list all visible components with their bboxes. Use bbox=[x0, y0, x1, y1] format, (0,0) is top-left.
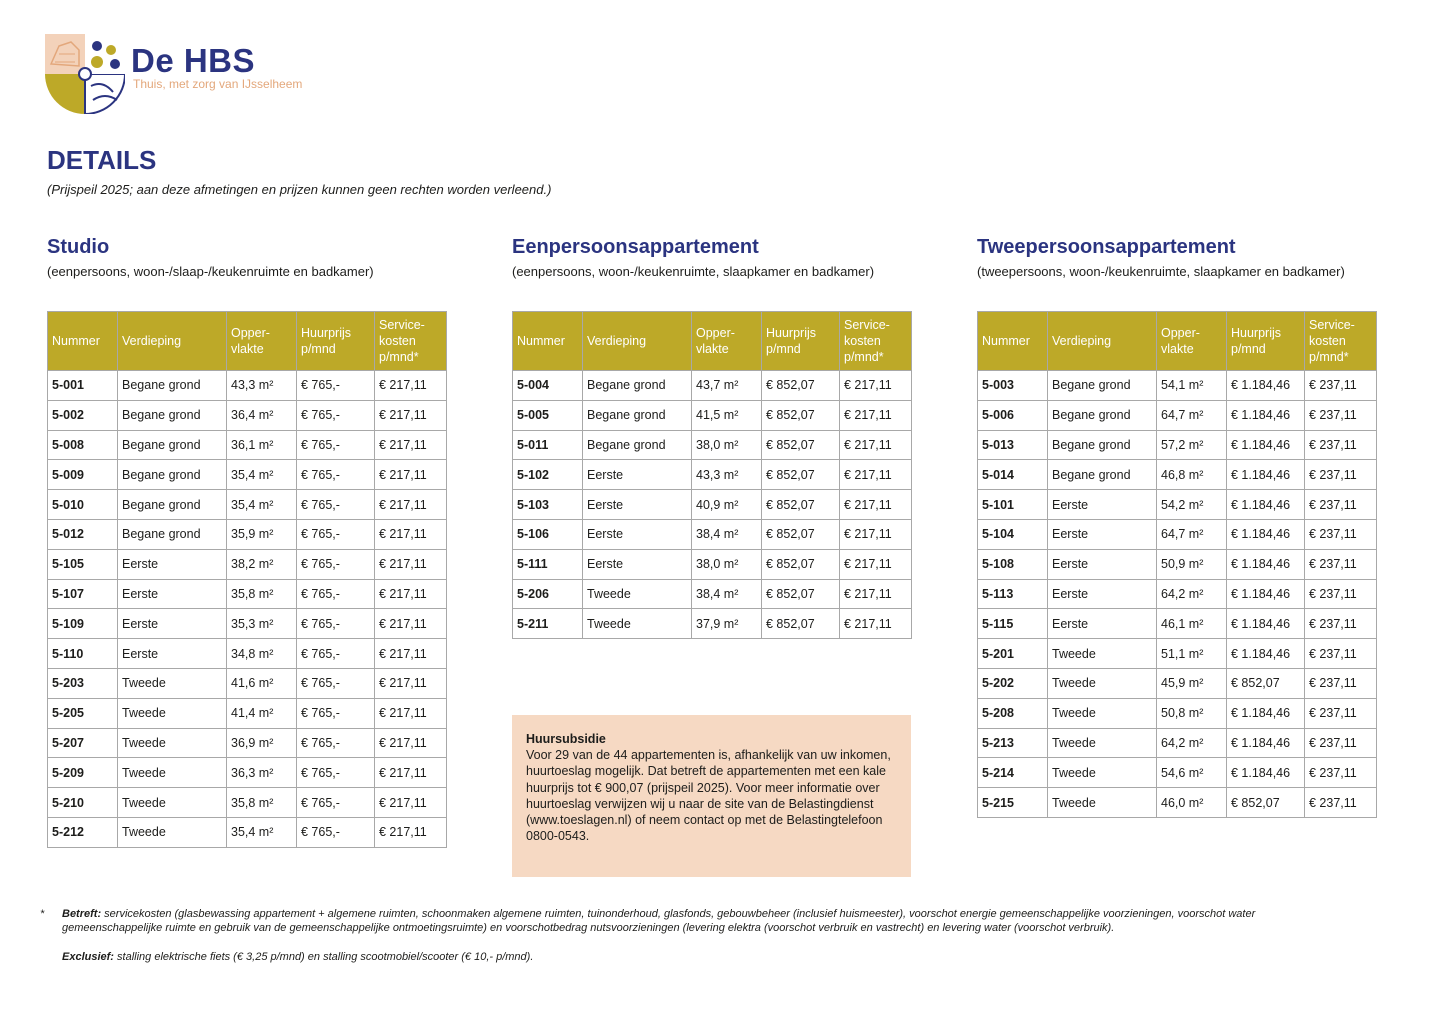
section-title: Eenpersoonsappartement bbox=[512, 236, 759, 258]
cell-rent: € 852,07 bbox=[762, 430, 840, 460]
cell-unit-number: 5-111 bbox=[513, 549, 583, 579]
cell-area: 64,2 m² bbox=[1157, 579, 1227, 609]
table-row bbox=[978, 668, 1377, 698]
header-verdieping: Verdieping bbox=[1048, 312, 1157, 371]
cell-floor: Begane grond bbox=[1048, 371, 1157, 401]
cell-area: 46,1 m² bbox=[1157, 609, 1227, 639]
cell-rent: € 765,- bbox=[297, 490, 375, 520]
table-row bbox=[978, 639, 1377, 669]
cell-floor: Begane grond bbox=[583, 371, 692, 401]
table-row bbox=[48, 817, 447, 847]
logo-mark-icon bbox=[45, 34, 125, 114]
cell-floor: Tweede bbox=[1048, 668, 1157, 698]
table-row bbox=[48, 668, 447, 698]
table-row bbox=[48, 430, 447, 460]
table-row bbox=[513, 460, 912, 490]
cell-unit-number: 5-211 bbox=[513, 609, 583, 639]
cell-floor: Eerste bbox=[583, 460, 692, 490]
cell-service-costs: € 217,11 bbox=[840, 430, 912, 460]
cell-unit-number: 5-012 bbox=[48, 519, 118, 549]
cell-area: 41,5 m² bbox=[692, 400, 762, 430]
cell-area: 46,0 m² bbox=[1157, 788, 1227, 818]
cell-floor: Eerste bbox=[1048, 490, 1157, 520]
cell-area: 54,1 m² bbox=[1157, 371, 1227, 401]
cell-area: 35,8 m² bbox=[227, 788, 297, 818]
table-row bbox=[978, 490, 1377, 520]
cell-floor: Begane grond bbox=[583, 400, 692, 430]
cell-service-costs: € 217,11 bbox=[840, 519, 912, 549]
cell-unit-number: 5-207 bbox=[48, 728, 118, 758]
section-description: (eenpersoons, woon-/keukenruimte, slaapkamer en badkamer) bbox=[512, 264, 875, 279]
cell-rent: € 765,- bbox=[297, 817, 375, 847]
cell-area: 46,8 m² bbox=[1157, 460, 1227, 490]
cell-floor: Tweede bbox=[118, 668, 227, 698]
cell-floor: Tweede bbox=[1048, 639, 1157, 669]
cell-unit-number: 5-011 bbox=[513, 430, 583, 460]
cell-unit-number: 5-213 bbox=[978, 728, 1048, 758]
cell-area: 50,9 m² bbox=[1157, 549, 1227, 579]
cell-unit-number: 5-105 bbox=[48, 549, 118, 579]
cell-floor: Tweede bbox=[1048, 788, 1157, 818]
cell-service-costs: € 237,11 bbox=[1305, 788, 1377, 818]
logo-tagline: Thuis, met zorg van IJsselheem bbox=[133, 77, 303, 91]
cell-unit-number: 5-003 bbox=[978, 371, 1048, 401]
cell-area: 36,3 m² bbox=[227, 758, 297, 788]
studio-table bbox=[47, 311, 447, 848]
cell-unit-number: 5-212 bbox=[48, 817, 118, 847]
header-nummer: Nummer bbox=[978, 312, 1048, 371]
cell-service-costs: € 237,11 bbox=[1305, 668, 1377, 698]
cell-unit-number: 5-107 bbox=[48, 579, 118, 609]
cell-unit-number: 5-103 bbox=[513, 490, 583, 520]
cell-area: 35,4 m² bbox=[227, 490, 297, 520]
cell-area: 36,4 m² bbox=[227, 400, 297, 430]
cell-service-costs: € 217,11 bbox=[375, 371, 447, 401]
table-row bbox=[48, 490, 447, 520]
cell-unit-number: 5-006 bbox=[978, 400, 1048, 430]
cell-floor: Begane grond bbox=[1048, 460, 1157, 490]
cell-rent: € 1.184,46 bbox=[1227, 698, 1305, 728]
cell-area: 64,7 m² bbox=[1157, 519, 1227, 549]
table-row bbox=[48, 400, 447, 430]
cell-service-costs: € 237,11 bbox=[1305, 460, 1377, 490]
cell-rent: € 852,07 bbox=[762, 490, 840, 520]
cell-area: 64,7 m² bbox=[1157, 400, 1227, 430]
cell-service-costs: € 217,11 bbox=[375, 788, 447, 818]
table-row bbox=[48, 579, 447, 609]
cell-floor: Tweede bbox=[583, 609, 692, 639]
table-header-row bbox=[513, 312, 912, 371]
cell-floor: Eerste bbox=[1048, 549, 1157, 579]
header-huurprijs: Huurprijs p/mnd bbox=[1227, 312, 1305, 371]
cell-floor: Eerste bbox=[583, 549, 692, 579]
cell-area: 37,9 m² bbox=[692, 609, 762, 639]
cell-floor: Begane grond bbox=[118, 371, 227, 401]
cell-area: 51,1 m² bbox=[1157, 639, 1227, 669]
cell-unit-number: 5-108 bbox=[978, 549, 1048, 579]
page-subtitle: (Prijspeil 2025; aan deze afmetingen en prijzen kunnen geen rechten worden verleend.) bbox=[47, 182, 552, 197]
table-row bbox=[978, 460, 1377, 490]
cell-floor: Eerste bbox=[118, 639, 227, 669]
cell-floor: Tweede bbox=[118, 728, 227, 758]
table-row bbox=[978, 609, 1377, 639]
cell-rent: € 1.184,46 bbox=[1227, 490, 1305, 520]
cell-rent: € 1.184,46 bbox=[1227, 579, 1305, 609]
cell-floor: Begane grond bbox=[583, 430, 692, 460]
cell-floor: Begane grond bbox=[118, 430, 227, 460]
cell-unit-number: 5-203 bbox=[48, 668, 118, 698]
table-row bbox=[978, 430, 1377, 460]
table-row bbox=[48, 460, 447, 490]
cell-area: 35,9 m² bbox=[227, 519, 297, 549]
cell-rent: € 1.184,46 bbox=[1227, 519, 1305, 549]
cell-unit-number: 5-008 bbox=[48, 430, 118, 460]
cell-service-costs: € 217,11 bbox=[375, 668, 447, 698]
cell-floor: Eerste bbox=[1048, 519, 1157, 549]
table-row bbox=[978, 728, 1377, 758]
cell-floor: Tweede bbox=[1048, 758, 1157, 788]
cell-unit-number: 5-106 bbox=[513, 519, 583, 549]
cell-service-costs: € 237,11 bbox=[1305, 609, 1377, 639]
cell-unit-number: 5-214 bbox=[978, 758, 1048, 788]
cell-service-costs: € 237,11 bbox=[1305, 549, 1377, 579]
cell-area: 54,2 m² bbox=[1157, 490, 1227, 520]
cell-rent: € 765,- bbox=[297, 549, 375, 579]
cell-unit-number: 5-005 bbox=[513, 400, 583, 430]
logo bbox=[45, 34, 345, 116]
cell-unit-number: 5-110 bbox=[48, 639, 118, 669]
footnote-included bbox=[62, 907, 1340, 936]
header-servicekosten: Service- kosten p/mnd* bbox=[375, 312, 447, 371]
footnote bbox=[40, 907, 1340, 964]
footnote-marker: * bbox=[40, 908, 45, 920]
cell-service-costs: € 217,11 bbox=[375, 400, 447, 430]
cell-rent: € 765,- bbox=[297, 728, 375, 758]
header-oppervlakte: Opper- vlakte bbox=[692, 312, 762, 371]
cell-floor: Begane grond bbox=[118, 400, 227, 430]
cell-rent: € 765,- bbox=[297, 519, 375, 549]
table-row bbox=[48, 519, 447, 549]
cell-rent: € 765,- bbox=[297, 758, 375, 788]
table-row bbox=[978, 400, 1377, 430]
cell-floor: Begane grond bbox=[118, 490, 227, 520]
cell-service-costs: € 237,11 bbox=[1305, 698, 1377, 728]
cell-unit-number: 5-206 bbox=[513, 579, 583, 609]
table-row bbox=[513, 400, 912, 430]
table-row bbox=[48, 639, 447, 669]
cell-area: 35,4 m² bbox=[227, 460, 297, 490]
header-oppervlakte: Opper- vlakte bbox=[1157, 312, 1227, 371]
cell-rent: € 1.184,46 bbox=[1227, 430, 1305, 460]
table-row bbox=[513, 371, 912, 401]
cell-rent: € 852,07 bbox=[762, 549, 840, 579]
cell-service-costs: € 237,11 bbox=[1305, 519, 1377, 549]
table-row bbox=[48, 549, 447, 579]
header-nummer: Nummer bbox=[513, 312, 583, 371]
cell-rent: € 1.184,46 bbox=[1227, 609, 1305, 639]
cell-service-costs: € 217,11 bbox=[375, 728, 447, 758]
cell-service-costs: € 217,11 bbox=[840, 549, 912, 579]
cell-floor: Tweede bbox=[1048, 698, 1157, 728]
cell-unit-number: 5-115 bbox=[978, 609, 1048, 639]
cell-service-costs: € 217,11 bbox=[375, 519, 447, 549]
cell-unit-number: 5-104 bbox=[978, 519, 1048, 549]
table-row bbox=[978, 519, 1377, 549]
cell-rent: € 852,07 bbox=[762, 609, 840, 639]
footnote-included-text: servicekosten (glasbewassing appartement + algemene ruimten, schoonmaken algemene ruimten, tuinonderhoud, glasfonds, gebouwbeheer (inclusief huismeester), voorschot energie gemeenschappelijke voorzieningen, voorschot water gemeenschappelijke ruimte en gebruik van de gemeenschappelijke ontmoetingsruimte) en voorschotbedrag nutsvoorzieningen (levering elektra (voorschot verbruik en vastrecht) en levering water (voorschot verbruik). bbox=[62, 908, 1256, 935]
cell-service-costs: € 217,11 bbox=[375, 698, 447, 728]
cell-area: 64,2 m² bbox=[1157, 728, 1227, 758]
cell-unit-number: 5-014 bbox=[978, 460, 1048, 490]
cell-unit-number: 5-010 bbox=[48, 490, 118, 520]
cell-unit-number: 5-013 bbox=[978, 430, 1048, 460]
table-row bbox=[48, 728, 447, 758]
cell-floor: Tweede bbox=[118, 817, 227, 847]
cell-rent: € 852,07 bbox=[762, 579, 840, 609]
cell-unit-number: 5-202 bbox=[978, 668, 1048, 698]
cell-area: 45,9 m² bbox=[1157, 668, 1227, 698]
cell-floor: Eerste bbox=[118, 549, 227, 579]
header-huurprijs: Huurprijs p/mnd bbox=[762, 312, 840, 371]
cell-area: 50,8 m² bbox=[1157, 698, 1227, 728]
cell-unit-number: 5-109 bbox=[48, 609, 118, 639]
section-tweepersoons bbox=[977, 236, 1345, 279]
table-row bbox=[978, 549, 1377, 579]
cell-floor: Begane grond bbox=[118, 460, 227, 490]
cell-service-costs: € 217,11 bbox=[840, 609, 912, 639]
table-row bbox=[978, 788, 1377, 818]
table-row bbox=[513, 430, 912, 460]
section-studio bbox=[47, 236, 374, 279]
cell-rent: € 852,07 bbox=[762, 519, 840, 549]
table-row bbox=[48, 609, 447, 639]
header-huurprijs: Huurprijs p/mnd bbox=[297, 312, 375, 371]
eenpersoons-table bbox=[512, 311, 912, 639]
cell-area: 34,8 m² bbox=[227, 639, 297, 669]
cell-area: 38,4 m² bbox=[692, 579, 762, 609]
cell-rent: € 852,07 bbox=[1227, 668, 1305, 698]
cell-rent: € 765,- bbox=[297, 698, 375, 728]
table-row bbox=[48, 371, 447, 401]
cell-area: 41,6 m² bbox=[227, 668, 297, 698]
cell-floor: Begane grond bbox=[118, 519, 227, 549]
cell-area: 43,3 m² bbox=[227, 371, 297, 401]
cell-service-costs: € 217,11 bbox=[375, 609, 447, 639]
header-verdieping: Verdieping bbox=[118, 312, 227, 371]
cell-rent: € 765,- bbox=[297, 668, 375, 698]
cell-floor: Begane grond bbox=[1048, 400, 1157, 430]
footnote-excluded-text: stalling elektrische fiets (€ 3,25 p/mnd) en stalling scootmobiel/scooter (€ 10,- p/mnd). bbox=[113, 950, 534, 963]
table-row bbox=[978, 698, 1377, 728]
table-row bbox=[513, 579, 912, 609]
cell-area: 38,0 m² bbox=[692, 549, 762, 579]
footnote-excluded-label: Exclusief: bbox=[62, 950, 114, 963]
cell-floor: Eerste bbox=[118, 609, 227, 639]
cell-area: 35,8 m² bbox=[227, 579, 297, 609]
cell-area: 41,4 m² bbox=[227, 698, 297, 728]
cell-rent: € 765,- bbox=[297, 400, 375, 430]
cell-unit-number: 5-201 bbox=[978, 639, 1048, 669]
cell-unit-number: 5-113 bbox=[978, 579, 1048, 609]
footnote-included-label: Betreft: bbox=[62, 908, 102, 920]
cell-area: 36,9 m² bbox=[227, 728, 297, 758]
cell-unit-number: 5-004 bbox=[513, 371, 583, 401]
cell-floor: Tweede bbox=[583, 579, 692, 609]
cell-rent: € 765,- bbox=[297, 460, 375, 490]
cell-area: 43,7 m² bbox=[692, 371, 762, 401]
cell-unit-number: 5-009 bbox=[48, 460, 118, 490]
cell-service-costs: € 237,11 bbox=[1305, 430, 1377, 460]
table-row bbox=[48, 788, 447, 818]
cell-service-costs: € 217,11 bbox=[375, 579, 447, 609]
cell-rent: € 1.184,46 bbox=[1227, 460, 1305, 490]
table-row bbox=[978, 371, 1377, 401]
cell-rent: € 852,07 bbox=[762, 460, 840, 490]
section-title: Studio bbox=[47, 236, 110, 258]
cell-service-costs: € 237,11 bbox=[1305, 371, 1377, 401]
cell-rent: € 765,- bbox=[297, 609, 375, 639]
cell-unit-number: 5-101 bbox=[978, 490, 1048, 520]
cell-service-costs: € 237,11 bbox=[1305, 758, 1377, 788]
cell-area: 38,4 m² bbox=[692, 519, 762, 549]
table-row bbox=[513, 519, 912, 549]
subsidy-body: Voor 29 van de 44 appartementen is, afhankelijk van uw inkomen, huurtoeslag mogelijk. Dat betreft de appartementen met een kale huurprijs tot € 900,07 (prijspeil 2025). Voor meer informatie over huurtoeslag verwijzen wij u naar de site van de Belastingdienst (www.toeslagen.nl) of neem contact op met de Belastingtelefoon 0800-0543. bbox=[526, 748, 891, 844]
cell-unit-number: 5-002 bbox=[48, 400, 118, 430]
section-eenpersoons bbox=[512, 236, 874, 279]
cell-service-costs: € 217,11 bbox=[840, 460, 912, 490]
cell-unit-number: 5-001 bbox=[48, 371, 118, 401]
cell-floor: Tweede bbox=[1048, 728, 1157, 758]
table-row bbox=[978, 579, 1377, 609]
cell-unit-number: 5-209 bbox=[48, 758, 118, 788]
cell-rent: € 1.184,46 bbox=[1227, 371, 1305, 401]
cell-service-costs: € 237,11 bbox=[1305, 400, 1377, 430]
cell-unit-number: 5-215 bbox=[978, 788, 1048, 818]
cell-unit-number: 5-102 bbox=[513, 460, 583, 490]
cell-floor: Eerste bbox=[118, 579, 227, 609]
cell-service-costs: € 217,11 bbox=[375, 758, 447, 788]
cell-service-costs: € 217,11 bbox=[840, 400, 912, 430]
cell-rent: € 765,- bbox=[297, 371, 375, 401]
cell-area: 40,9 m² bbox=[692, 490, 762, 520]
cell-area: 35,4 m² bbox=[227, 817, 297, 847]
cell-floor: Tweede bbox=[118, 698, 227, 728]
cell-service-costs: € 217,11 bbox=[375, 639, 447, 669]
cell-service-costs: € 217,11 bbox=[375, 490, 447, 520]
header-servicekosten: Service- kosten p/mnd* bbox=[840, 312, 912, 371]
page-title: DETAILS bbox=[47, 145, 157, 175]
table-header-row bbox=[978, 312, 1377, 371]
subsidy-title: Huursubsidie bbox=[526, 732, 606, 746]
table-row bbox=[48, 758, 447, 788]
cell-rent: € 1.184,46 bbox=[1227, 400, 1305, 430]
cell-floor: Begane grond bbox=[1048, 430, 1157, 460]
subsidy-box bbox=[512, 715, 911, 877]
cell-rent: € 1.184,46 bbox=[1227, 758, 1305, 788]
table-row bbox=[48, 698, 447, 728]
cell-service-costs: € 217,11 bbox=[840, 490, 912, 520]
section-description: (tweepersoons, woon-/keukenruimte, slaapkamer en badkamer) bbox=[977, 264, 1345, 279]
header-servicekosten: Service- kosten p/mnd* bbox=[1305, 312, 1377, 371]
cell-rent: € 852,07 bbox=[762, 371, 840, 401]
cell-area: 38,2 m² bbox=[227, 549, 297, 579]
cell-service-costs: € 217,11 bbox=[375, 430, 447, 460]
section-description: (eenpersoons, woon-/slaap-/keukenruimte en badkamer) bbox=[47, 264, 374, 279]
section-title: Tweepersoonsappartement bbox=[977, 236, 1236, 258]
header-nummer: Nummer bbox=[48, 312, 118, 371]
header-verdieping: Verdieping bbox=[583, 312, 692, 371]
table-row bbox=[513, 549, 912, 579]
cell-floor: Eerste bbox=[583, 519, 692, 549]
table-row bbox=[513, 609, 912, 639]
cell-service-costs: € 237,11 bbox=[1305, 728, 1377, 758]
cell-unit-number: 5-205 bbox=[48, 698, 118, 728]
cell-area: 43,3 m² bbox=[692, 460, 762, 490]
cell-floor: Tweede bbox=[118, 758, 227, 788]
cell-service-costs: € 237,11 bbox=[1305, 490, 1377, 520]
cell-floor: Eerste bbox=[583, 490, 692, 520]
cell-service-costs: € 237,11 bbox=[1305, 639, 1377, 669]
cell-area: 54,6 m² bbox=[1157, 758, 1227, 788]
cell-rent: € 1.184,46 bbox=[1227, 639, 1305, 669]
cell-area: 38,0 m² bbox=[692, 430, 762, 460]
cell-service-costs: € 217,11 bbox=[375, 460, 447, 490]
cell-rent: € 765,- bbox=[297, 788, 375, 818]
cell-service-costs: € 217,11 bbox=[375, 817, 447, 847]
cell-area: 35,3 m² bbox=[227, 609, 297, 639]
cell-rent: € 765,- bbox=[297, 639, 375, 669]
tweepersoons-table bbox=[977, 311, 1377, 818]
cell-area: 36,1 m² bbox=[227, 430, 297, 460]
cell-unit-number: 5-208 bbox=[978, 698, 1048, 728]
cell-floor: Tweede bbox=[118, 788, 227, 818]
table-header-row bbox=[48, 312, 447, 371]
header-oppervlakte: Opper- vlakte bbox=[227, 312, 297, 371]
cell-rent: € 765,- bbox=[297, 430, 375, 460]
cell-service-costs: € 237,11 bbox=[1305, 579, 1377, 609]
cell-floor: Eerste bbox=[1048, 609, 1157, 639]
logo-title: De HBS bbox=[131, 42, 256, 79]
cell-rent: € 1.184,46 bbox=[1227, 728, 1305, 758]
table-row bbox=[978, 758, 1377, 788]
cell-unit-number: 5-210 bbox=[48, 788, 118, 818]
cell-rent: € 765,- bbox=[297, 579, 375, 609]
cell-floor: Eerste bbox=[1048, 579, 1157, 609]
cell-rent: € 852,07 bbox=[1227, 788, 1305, 818]
cell-service-costs: € 217,11 bbox=[375, 549, 447, 579]
cell-rent: € 1.184,46 bbox=[1227, 549, 1305, 579]
footnote-excluded bbox=[62, 950, 1340, 964]
cell-rent: € 852,07 bbox=[762, 400, 840, 430]
cell-area: 57,2 m² bbox=[1157, 430, 1227, 460]
cell-service-costs: € 217,11 bbox=[840, 371, 912, 401]
table-row bbox=[513, 490, 912, 520]
cell-service-costs: € 217,11 bbox=[840, 579, 912, 609]
